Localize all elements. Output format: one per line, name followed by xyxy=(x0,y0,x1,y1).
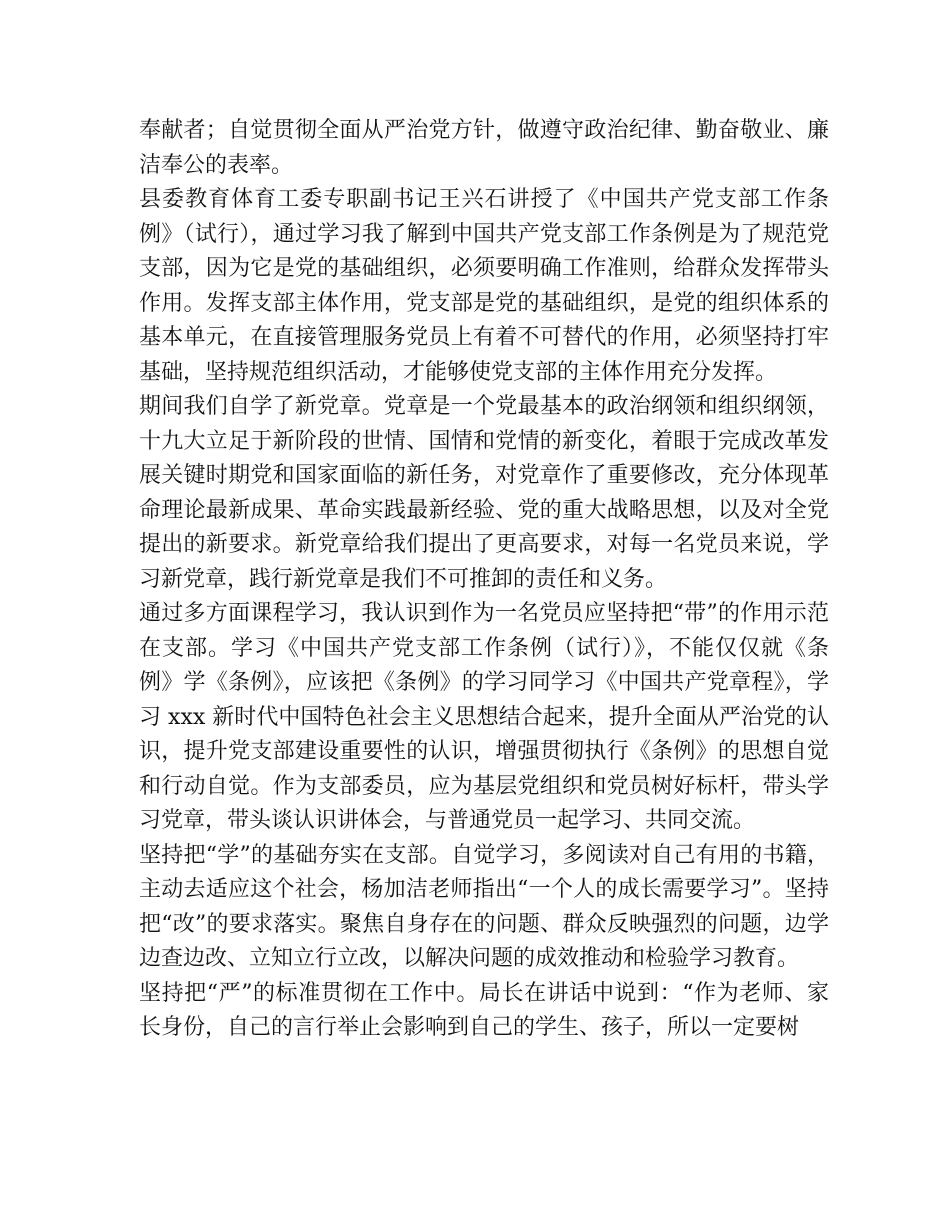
paragraph-5: 坚持把“学”的基础夯实在支部。自觉学习，多阅读对自己有用的书籍，主动去适应这个社会，杨加洁老师指出“一个人的成长需要学习”。坚持把“改”的要求落实。聚焦自身存在的问题、群众反映强烈的问题，边学边查边改、立知立行立改，以解决问题的成效推动和检验学习教育。 xyxy=(139,842,829,971)
document-body xyxy=(139,114,829,1046)
paragraph-4: 通过多方面课程学习，我认识到作为一名党员应坚持把“带”的作用示范在支部。学习《中国共产党支部工作条例（试行）》，不能仅仅就《条例》学《条例》，应该把《条例》的学习同学习《中国共产党章程》，学习 xxx 新时代中国特色社会主义思想结合起来，提升全面从严治党的认识，提升党支部建设重要性的认识，增强贯彻执行《条例》的思想自觉和行动自觉。作为支部委员，应为基层党组织和党员树好标杆，带头学习党章，带头谈认识讲体会，与普通党员一起学习、共同交流。 xyxy=(139,601,829,833)
paragraph-3: 期间我们自学了新党章。党章是一个党最基本的政治纲领和组织纲领，十九大立足于新阶段的世情、国情和党情的新变化，着眼于完成改革发展关键时期党和国家面临的新任务，对党章作了重要修改，充分体现革命理论最新成果、革命实践最新经验、党的重大战略思想，以及对全党提出的新要求。新党章给我们提出了更高要求，对每一名党员来说，学习新党章，践行新党章是我们不可推卸的责任和义务。 xyxy=(139,394,829,592)
paragraph-2: 县委教育体育工委专职副书记王兴石讲授了《中国共产党支部工作条例》（试行），通过学习我了解到中国共产党支部工作条例是为了规范党支部，因为它是党的基础组织，必须要明确工作准则，给群众发挥带头作用。发挥支部主体作用，党支部是党的基础组织，是党的组织体系的基本单元，在直接管理服务党员上有着不可替代的作用，必须坚持打牢基础，坚持规范组织活动，才能够使党支部的主体作用充分发挥。 xyxy=(139,187,829,385)
paragraph-1: 奉献者；自觉贯彻全面从严治党方针，做遵守政治纪律、勤奋敬业、廉洁奉公的表率。 xyxy=(139,118,829,178)
paragraph-6: 坚持把“严”的标准贯彻在工作中。局长在讲话中说到：“作为老师、家长身份，自己的言行举止会影响到自己的学生、孩子，所以一定要树 xyxy=(139,980,829,1040)
